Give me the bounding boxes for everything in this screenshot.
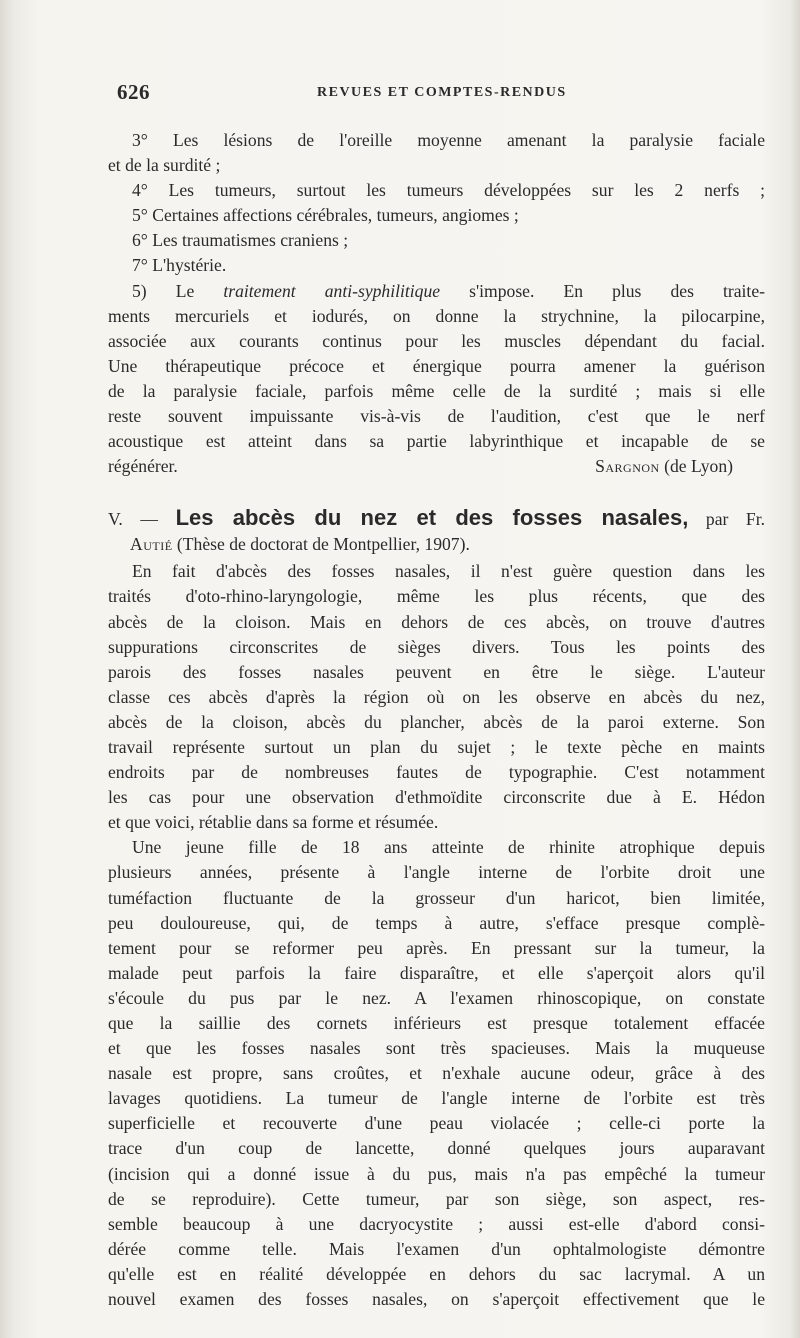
enumeration-list (108, 128, 765, 279)
paragraph-line: traités d'oto-rhino-laryngologie, même les plus récents, que des (108, 586, 765, 607)
running-head: REVUES ET COMPTES-RENDUS (317, 85, 567, 100)
paragraph-line: semble beaucoup à une dacryocystite ; aussi est-elle d'abord consi- (108, 1213, 765, 1234)
section-heading-line (108, 505, 765, 532)
paragraph-line: suppurations circonscrites de sièges divers. Tous les points des (108, 636, 765, 657)
list-item-continuation: et de la surdité ; (108, 155, 221, 176)
paragraph-line: (incision qui a donné issue à du pus, mais n'a pas empêché la tumeur (108, 1163, 765, 1184)
paragraph-line: nouvel examen des fosses nasales, on s'aperçoit effectivement que le (108, 1289, 765, 1310)
signature-name: Sargnon (595, 456, 660, 477)
paragraph-line: ments mercuriels et iodurés, on donne la strychnine, la pilocarpine, (108, 305, 765, 326)
paragraph-line: de se reproduire). Cette tumeur, par son siège, son aspect, res- (108, 1188, 765, 1209)
paragraph-line: et que voici, rétablie dans sa forme et résumée. (108, 812, 439, 833)
list-item: 3° Les lésions de l'oreille moyenne amenant la paralysie faciale (132, 130, 765, 150)
section-title: Les abcès du nez et des fosses nasales, (175, 505, 689, 531)
signature-place: (de Lyon) (664, 456, 733, 477)
paragraph-line: acoustique est atteint dans sa partie labyrinthique et incapable de se (108, 431, 765, 452)
list-item: 5° Certaines affections cérébrales, tumeurs, angiomes ; (132, 205, 519, 226)
section-numeral: V. — (108, 509, 176, 530)
paragraph-line: travail représente surtout un plan du sujet ; le texte pèche en maints (108, 736, 765, 757)
paragraph-line: régénérer. (108, 456, 178, 477)
paragraph-line: abcès de la cloison. Mais en dehors de ces abcès, on trouve d'autres (108, 611, 765, 632)
section-author: Autié (130, 534, 173, 555)
review-signature (595, 454, 765, 479)
abscess-paragraph (108, 559, 765, 835)
paragraph-line: s'écoule du pus par le nez. A l'examen rhinoscopique, on constate (108, 987, 765, 1008)
page-body (108, 128, 765, 1312)
paragraph-line: Une jeune fille de 18 ans atteinte de rhinite atrophique depuis (132, 837, 765, 858)
paragraph-line: qu'elle est en réalité développée en dehors du sac lacrymal. A un (108, 1263, 765, 1284)
treatment-paragraph (108, 279, 765, 480)
paragraph-line: trace d'un coup de lancette, donné quelques jours auparavant (108, 1138, 765, 1159)
paragraph-line: nasale est propre, sans croûtes, et n'exhale aucune odeur, grâce à des (108, 1063, 765, 1084)
paragraph-line: Une thérapeutique précoce et énergique pourra amener la guérison (108, 355, 765, 376)
paragraph-line: associée aux courants continus pour les muscles dépendant du facial. (108, 330, 765, 351)
paragraph-line: superficielle et recouverte d'une peau violacée ; celle-ci porte la (108, 1113, 765, 1134)
paragraph-line: endroits par de nombreuses fautes de typographie. C'est notamment (108, 762, 765, 783)
list-item: 4° Les tumeurs, surtout les tumeurs développées sur les 2 nerfs ; (132, 180, 765, 201)
section-heading-line (108, 532, 765, 559)
list-item: 7° L'hystérie. (132, 255, 227, 276)
paragraph-line: peu douloureuse, qui, de temps à autre, s'efface presque complè- (108, 912, 765, 933)
paragraph-line: lavages quotidiens. La tumeur de l'angle interne de l'orbite est très (108, 1088, 765, 1109)
treatment-emphasis: traitement anti-syphilitique (223, 280, 441, 301)
paragraph-line: dérée comme telle. Mais l'examen d'un ophtalmologiste démontre (108, 1238, 765, 1259)
case-paragraph (108, 835, 765, 1312)
paragraph-line: tuméfaction fluctuante de la grosseur d'un haricot, bien limitée, (108, 887, 765, 908)
paragraph-line: plusieurs années, présente à l'angle interne de l'orbite droit une (108, 862, 765, 883)
paragraph-line: tement pour se reformer peu après. En pressant sur la tumeur, la (108, 937, 765, 958)
page-header (117, 80, 767, 106)
signature-line (108, 454, 765, 479)
paragraph-line: et que les fosses nasales sont très spacieuses. Mais la muqueuse (108, 1038, 765, 1059)
paragraph-line: de la paralysie faciale, parfois même celle de la surdité ; mais si elle (108, 380, 765, 401)
paragraph-line: reste souvent impuissante vis-à-vis de l'audition, c'est que le nerf (108, 406, 765, 427)
section-heading (108, 505, 765, 559)
section-by: par Fr. (688, 509, 765, 530)
section-source: (Thèse de doctorat de Montpellier, 1907). (172, 534, 470, 555)
treatment-rest: s'impose. En plus des traite- (440, 280, 765, 301)
paragraph-line: malade peut parfois la faire disparaître, et elle s'aperçoit alors qu'il (108, 962, 765, 983)
paragraph-line: abcès de la cloison, abcès du plancher, abcès de la paroi externe. Son (108, 711, 765, 732)
treatment-prefix: 5) Le (132, 280, 224, 301)
paragraph-line: En fait d'abcès des fosses nasales, il n'est guère question dans les (132, 561, 765, 582)
paragraph-line: les cas pour une observation d'ethmoïdite circonscrite due à E. Hédon (108, 787, 765, 808)
list-item: 6° Les traumatismes craniens ; (132, 230, 349, 251)
paragraph-line: que la saillie des cornets inférieurs est presque totalement effacée (108, 1013, 765, 1033)
page-number: 626 (117, 80, 150, 104)
paragraph-line (108, 279, 765, 304)
paragraph-line: parois des fosses nasales peuvent en être le siège. L'auteur (108, 661, 765, 682)
paragraph-line: classe ces abcès d'après la région où on les observe en abcès du nez, (108, 686, 765, 707)
